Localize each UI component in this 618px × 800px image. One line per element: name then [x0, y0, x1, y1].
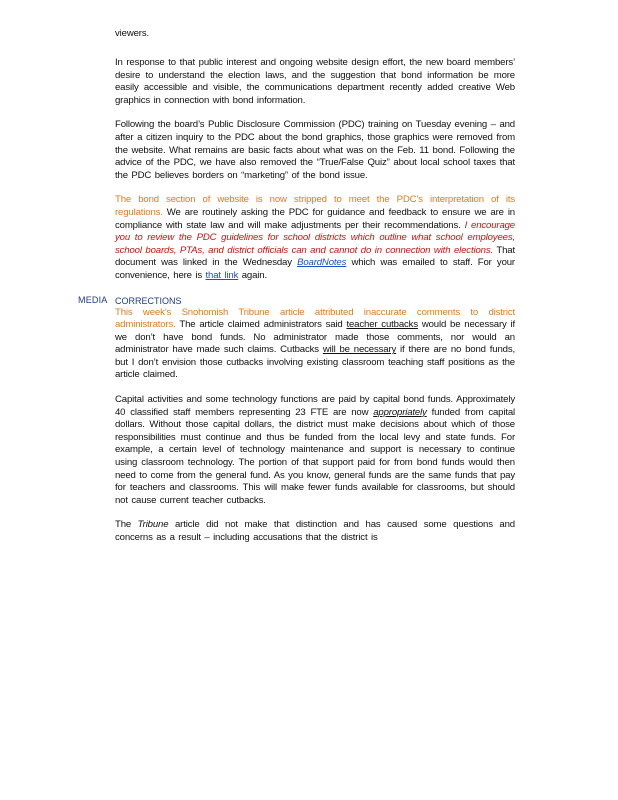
boardnotes-link[interactable]: BoardNotes [297, 257, 347, 269]
text-run: The article claimed administrators said [175, 319, 347, 331]
text-run: We are routinely asking the PDC for guidance and feedback to ensure we are in compliance with state law and will make adjustments per their recommendations. [115, 206, 515, 231]
media-corrections-block [115, 295, 515, 383]
paragraph-tribune-correction [115, 307, 515, 383]
paragraph-web-graphics: In response to that public interest and ongoing website design effort, the new board members’ desire to understand the election laws, and the suggestion that bond information be more easily accessible and visible, the communications department recently added creative Web graphics in connection with bond information. [115, 57, 515, 106]
highlight-red-text: I encourage you to review the PDC guidelines for school districts which outline what school employees, school boards, PTAs, and district officials can and cannot do in connection with elections. [115, 219, 515, 256]
text-run: Capital activities and some technology functions are paid by capital bond funds. Approximately 40 classified staff members representing 23 FTE are now [115, 394, 515, 418]
paragraph-pdc-guidelines [115, 194, 515, 282]
text-run: funded from capital dollars. Without those capital dollars, the district must make decisions about which of those responsibilities must continue and thus be funded from the local levy and state funds. For example, a certain level of technology maintenance and support is necessary to continue using classroom technology. The portion of that support paid for from bond funds would then need to come from the general fund. As you know, general funds are the same funds that pay for teachers and classrooms. This will make fewer funds available for classrooms, but should not cause current teacher cutbacks. [115, 406, 516, 506]
media-section-label [78, 295, 124, 305]
highlight-orange-text: This week’s Snohomish Tribune article attributed inaccurate comments to district administrators. [115, 306, 515, 331]
text-run: That document was linked in the Wednesday [115, 244, 515, 269]
italic-text: Tribune [137, 519, 169, 531]
body-column [115, 57, 515, 557]
text-run: The [115, 519, 138, 531]
text-run: article did not make that distinction and has caused some questions and concerns as a result – including accusations that the district is [115, 519, 515, 543]
text-run: if there are no bond funds, but I don’t envision those cutbacks involving existing classroom teaching staff positions as the article claimed. [115, 344, 515, 381]
that-link[interactable]: that link [205, 269, 239, 281]
paragraph-pdc-training: Following the board’s Public Disclosure Commission (PDC) training on Tuesday evening – and after a citizen inquiry to the PDC about the bond graphics, those graphics were removed from the website. What remains are basic facts about what was on the Feb. 11 bond. Following the advice of the PDC, we have also removed the “True/False Quiz” about local school taxes that the PDC believes borders on “marketing” of the bond issue. [115, 119, 515, 181]
highlight-orange-text: The bond section of website is now stripped to meet the PDC’s interpretation of its regulations. [115, 194, 515, 218]
paragraph-continuation: viewers. [115, 28, 149, 39]
paragraph-capital-funds [115, 394, 515, 507]
underlined-text: teacher cutbacks [346, 319, 418, 331]
text-run: again. [238, 269, 267, 281]
corrections-heading: CORRECTIONS [115, 295, 182, 306]
text-run: which was emailed to staff. For your convenience, here is [115, 257, 515, 281]
text-run: would be necessary if we don’t have bond funds. No administrator made those comments, nor would an administrator have made such claims. Cutbacks [115, 319, 515, 356]
italic-underlined-text: appropriately [373, 406, 427, 418]
paragraph-tribune-distinction [115, 519, 515, 544]
media-label: MEDIA [78, 294, 108, 305]
underlined-text: will be necessary [322, 344, 397, 356]
